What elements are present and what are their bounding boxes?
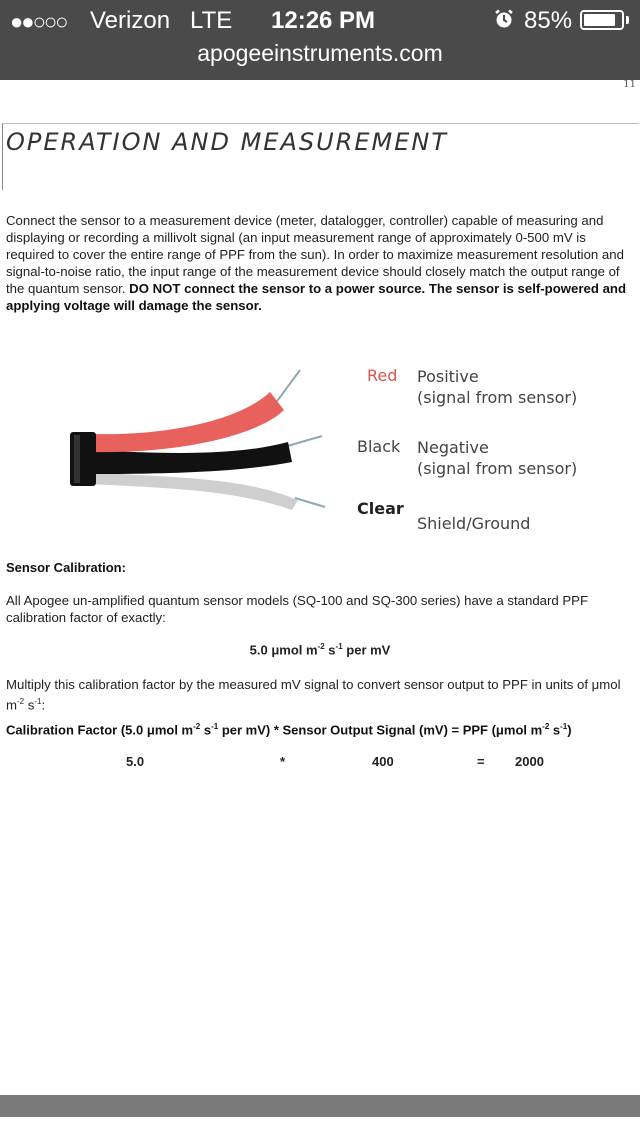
formula-exp-2: -1 [211, 722, 219, 731]
wire-desc-black-line2: (signal from sensor) [417, 459, 578, 478]
battery-icon [580, 10, 624, 30]
page-number: 11 [623, 79, 636, 90]
factor-tail: per mV [342, 642, 391, 658]
signal-strength-icon: ●●○○○ [10, 9, 67, 34]
wire-desc-clear [417, 513, 530, 534]
calibration-heading: Sensor Calibration: [6, 560, 126, 575]
formula-part-d: s [549, 722, 561, 738]
example-result: 2000 [515, 754, 544, 769]
formula-part-b: s [200, 722, 212, 738]
formula-exp-1: -2 [193, 722, 201, 731]
factor-exp-1: -2 [317, 642, 325, 651]
sensor-cable-diagram [60, 360, 400, 530]
factor-s: s [324, 642, 336, 658]
section-title: OPERATION AND MEASUREMENT [6, 128, 448, 156]
factor-exp-2: -1 [335, 642, 343, 651]
wire-desc-red-line2: (signal from sensor) [417, 388, 578, 407]
multiply-paragraph [6, 676, 636, 713]
wire-label-clear: Clear [357, 499, 404, 518]
wire-desc-black-line1: Negative [417, 438, 489, 457]
example-equals: = [477, 754, 485, 769]
alarm-clock-icon [494, 9, 514, 29]
formula-part-e: ) [567, 722, 572, 738]
wire-desc-clear-line1: Shield/Ground [417, 514, 531, 533]
calibration-formula [6, 722, 572, 737]
battery-percent: 85% [524, 7, 573, 34]
formula-part-a: Calibration Factor (5.0 μmol m [6, 722, 194, 738]
wire-label-black: Black [357, 437, 401, 456]
wire-label-red: Red [367, 366, 398, 385]
bottom-toolbar [0, 1095, 640, 1117]
intro-warning: DO NOT connect the sensor to a power source. The sensor is self-powered and applying voltage will damage the sensor. [6, 281, 627, 313]
multiply-exp-2: -1 [34, 697, 42, 706]
wire-desc-red-line1: Positive [417, 367, 479, 386]
multiply-text: Multiply this calibration factor by the measured mV signal to convert sensor output to PPF in units of μmol m [6, 677, 621, 713]
multiply-exp-1: -2 [17, 697, 25, 706]
calibration-factor [0, 642, 640, 657]
formula-exp-4: -1 [560, 722, 568, 731]
multiply-tail: : [41, 697, 46, 713]
formula-exp-3: -2 [542, 722, 550, 731]
factor-value: 5.0 μmol m [249, 642, 318, 658]
carrier-name: Verizon [90, 7, 171, 34]
calibration-text: All Apogee un-amplified quantum sensor models (SQ-100 and SQ-300 series) have a standard PPF calibration factor of exactly: [6, 593, 589, 625]
intro-paragraph [6, 212, 636, 314]
example-signal: 400 [372, 754, 394, 769]
formula-part-c: per mV) * Sensor Output Signal (mV) = PPF (μmol m [218, 722, 543, 738]
wire-desc-red [417, 366, 577, 408]
battery-fill [584, 14, 615, 26]
network-type: LTE [190, 7, 233, 34]
wire-desc-black [417, 437, 577, 479]
status-bar [0, 0, 640, 80]
example-times: * [280, 754, 286, 769]
example-factor: 5.0 [126, 754, 145, 769]
battery-tip [626, 16, 629, 24]
address-bar-url[interactable]: apogeeinstruments.com [197, 40, 443, 66]
intro-text: Connect the sensor to a measurement device (meter, datalogger, controller) capable of measuring and displaying or recording a millivolt signal (an input measurement range of approximately 0-500 mV is required to cover the entire range of PPF from the sun). In order to maximize measurement resolution and signal-to-noise ratio, the input range of the measurement device should closely match the output range of the quantum sensor. [6, 213, 624, 296]
clock: 12:26 PM [271, 7, 376, 34]
multiply-s: s [24, 697, 35, 713]
